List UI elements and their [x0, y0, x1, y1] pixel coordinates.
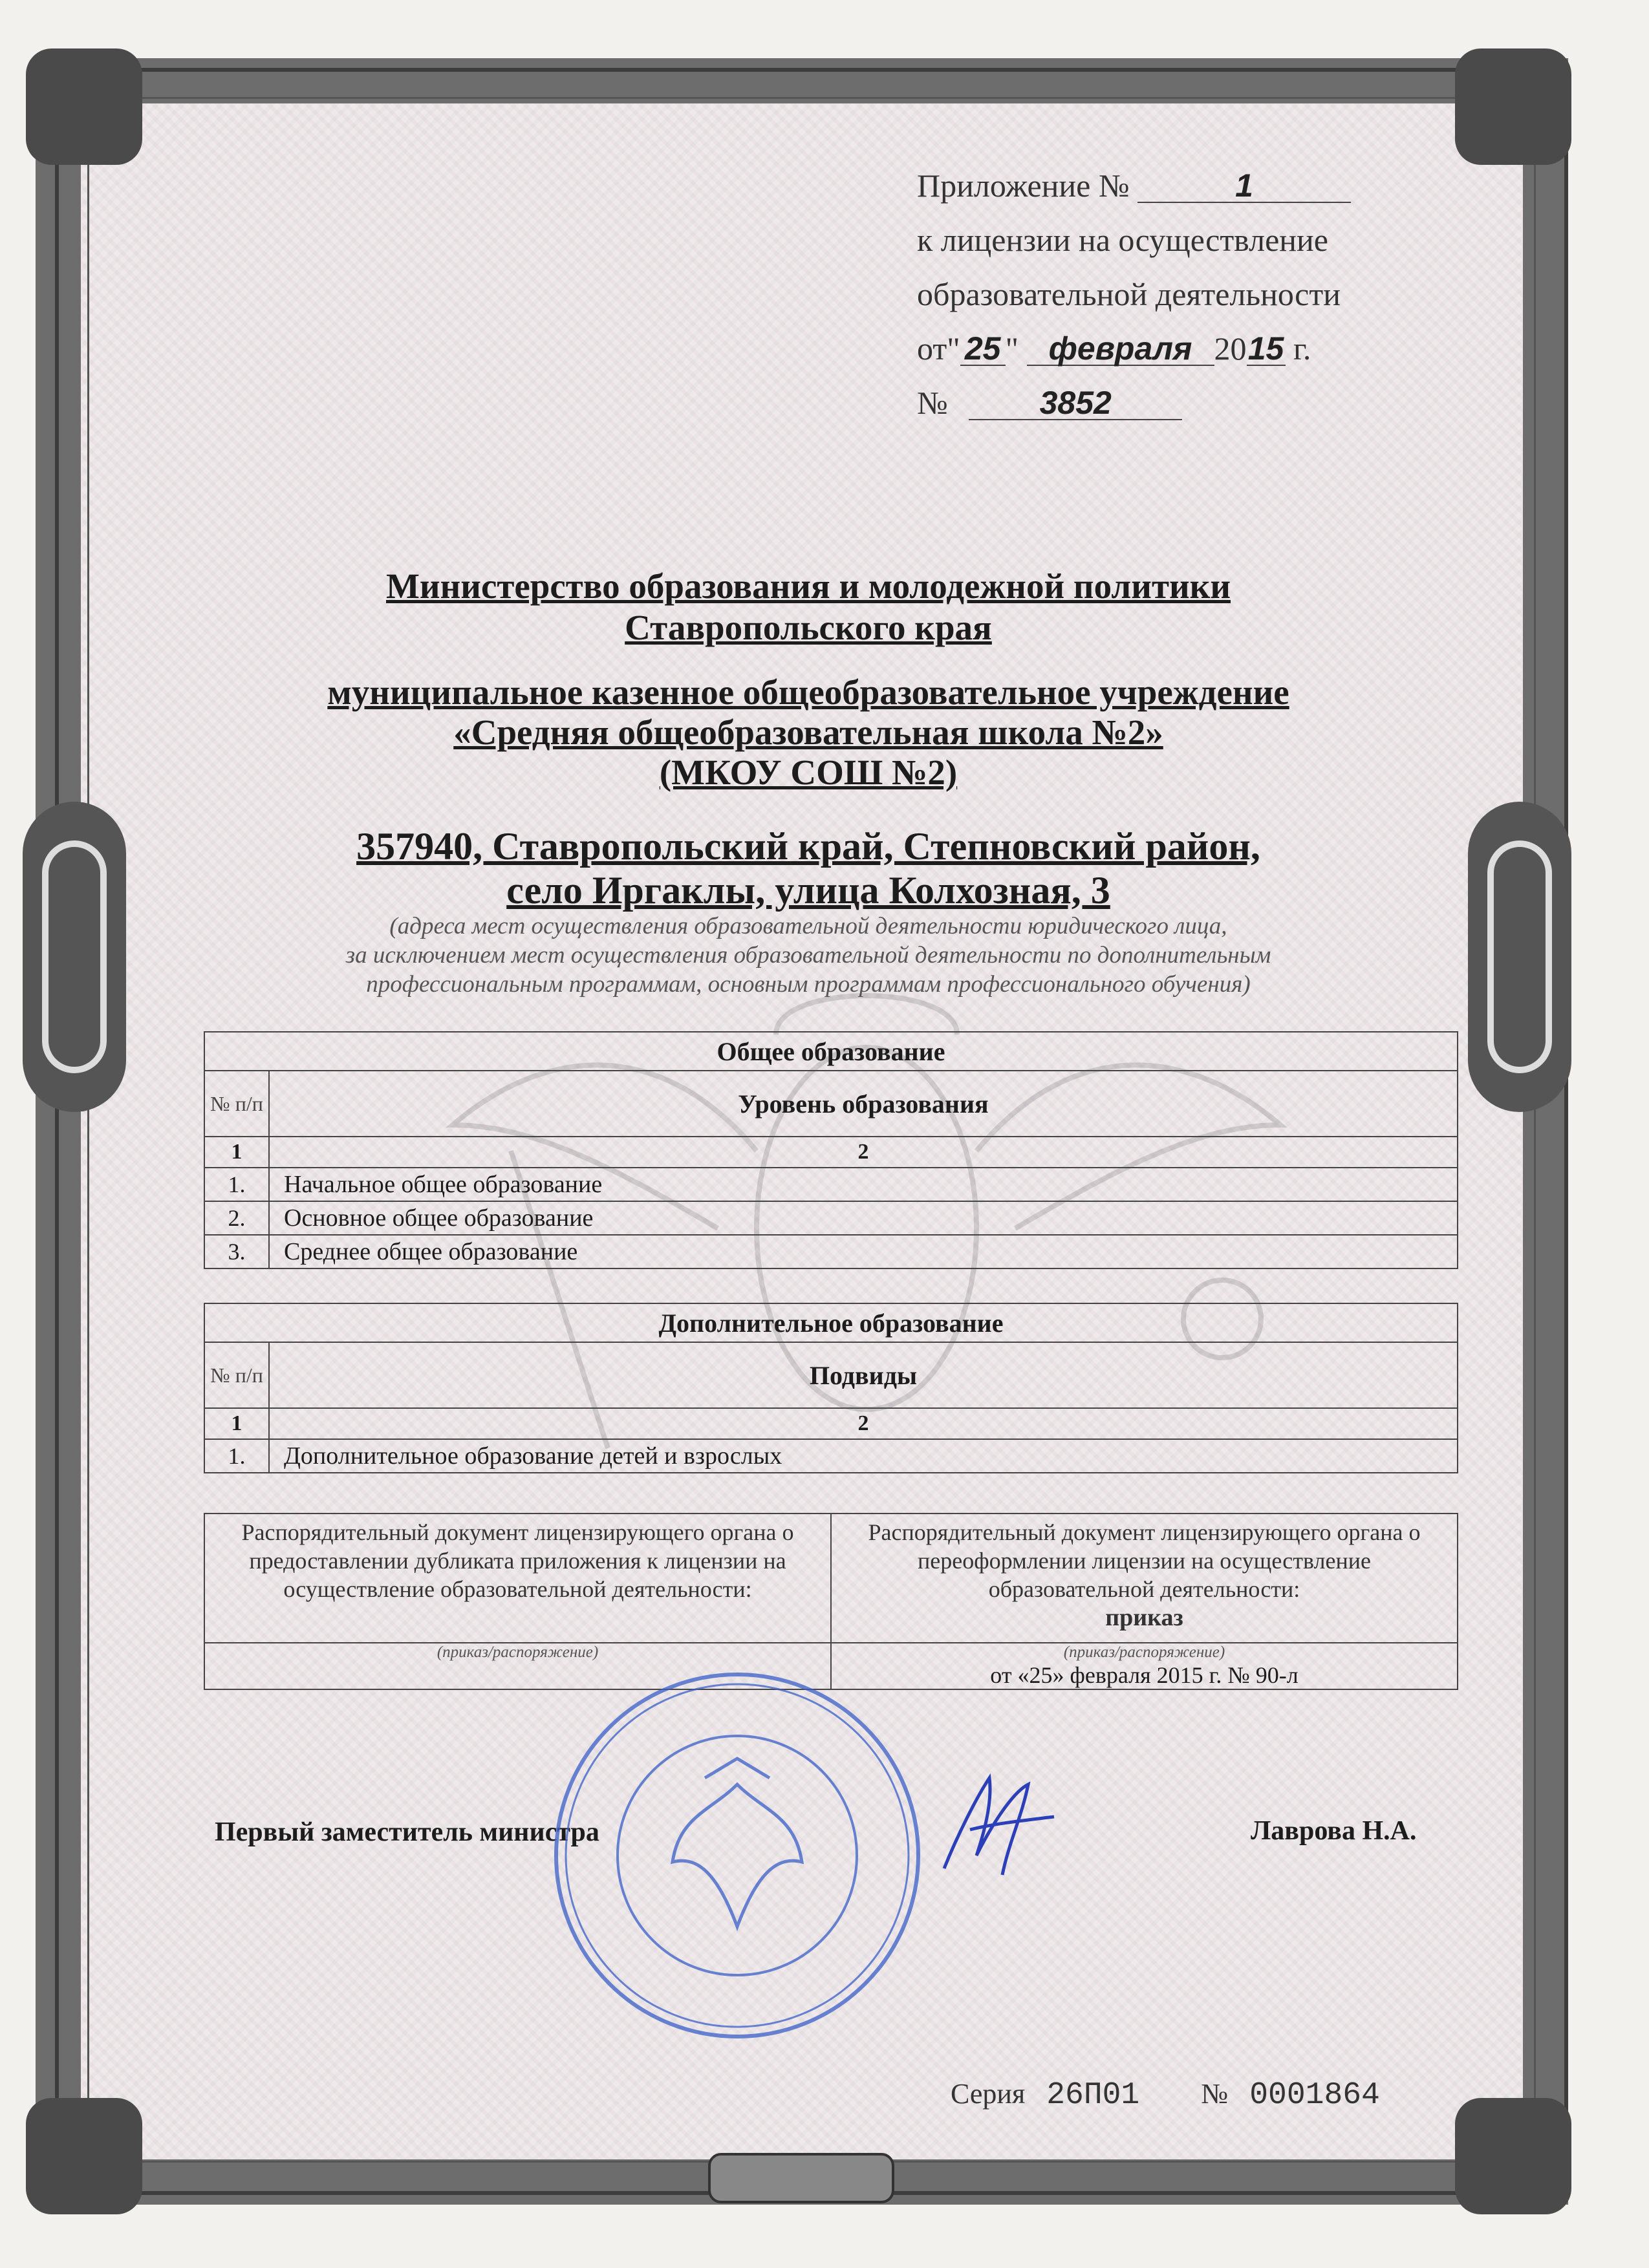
- organization-line-2: «Средняя общеобразовательная школа №2»: [453, 712, 1163, 752]
- corner-ornament-top-right: [1455, 48, 1571, 165]
- series-number-label: №: [1201, 2078, 1229, 2110]
- organization-heading: [194, 672, 1423, 793]
- license-number: 3852: [969, 387, 1182, 420]
- address-note-line-1: (адреса мест осуществления образовательной деятельности юридического лица,: [389, 913, 1227, 939]
- column-number-2: 2: [269, 1408, 1458, 1439]
- appendix-date-line: [917, 321, 1370, 376]
- date-day: 25: [960, 332, 1006, 366]
- appendix-number-line: [917, 158, 1370, 213]
- address-note: [246, 912, 1371, 999]
- duplicate-document-text: Распорядительный документ лицензирующего органа о предоставлении дубликата приложения к лицензии на осуществление образовательной деятельности:: [241, 1519, 794, 1602]
- column-number-1: 1: [204, 1408, 269, 1439]
- license-number-label: №: [917, 385, 948, 421]
- row-number: 1.: [204, 1439, 269, 1473]
- appendix-line-2: к лицензии на осуществление: [917, 222, 1328, 258]
- row-text: Основное общее образование: [269, 1201, 1458, 1235]
- table-row: [204, 1201, 1458, 1235]
- row-number: 1.: [204, 1168, 269, 1201]
- table-row: [204, 1168, 1458, 1201]
- side-ornament-left: [23, 802, 126, 1112]
- date-quote-open: ": [947, 330, 960, 367]
- side-ornament-right: [1468, 802, 1571, 1112]
- ministry-line-1: Министерство образования и молодежной политики: [385, 566, 1231, 606]
- reissue-caption: (приказ/распоряжение): [1063, 1643, 1225, 1661]
- organization-line-3: (МКОУ СОШ №2): [659, 753, 958, 792]
- table-row: [204, 1439, 1458, 1473]
- additional-education-title: Дополнительное образование: [204, 1303, 1458, 1342]
- official-seal: [550, 1668, 925, 2043]
- series-number: 0001864: [1249, 2078, 1380, 2113]
- date-prefix: от: [917, 330, 947, 367]
- appendix-header: [917, 158, 1370, 430]
- reissue-document-text: Распорядительный документ лицензирующего органа о переоформлении лицензии на осуществление образовательной деятельности:: [868, 1519, 1421, 1602]
- organization-line-1: муниципальное казенное общеобразовательное учреждение: [327, 672, 1289, 712]
- column-number-1: 1: [204, 1137, 269, 1168]
- signature: [931, 1759, 1061, 1881]
- signatory-name: Лаврова Н.А.: [1251, 1816, 1417, 1846]
- num-header: № п/п: [204, 1071, 269, 1137]
- address-heading: [194, 824, 1423, 912]
- address-line-2: село Иргаклы, улица Колхозная, 3: [506, 869, 1110, 912]
- year-unit: г.: [1293, 330, 1311, 367]
- address-note-line-2: за исключением мест осуществления образовательной деятельности по дополнительным: [345, 942, 1271, 968]
- ministry-line-2: Ставропольского края: [625, 608, 992, 647]
- address-line-1: 357940, Ставропольский край, Степновский район,: [356, 825, 1260, 868]
- admin-documents-table: [204, 1513, 1458, 1690]
- ministry-heading: [194, 566, 1423, 648]
- date-month: февраля: [1027, 332, 1214, 366]
- reissue-document-cell: [831, 1514, 1458, 1643]
- row-number: 2.: [204, 1201, 269, 1235]
- signatory-position: Первый заместитель министра: [215, 1817, 599, 1847]
- corner-ornament-bottom-left: [26, 2098, 142, 2214]
- duplicate-document-cell: [204, 1514, 831, 1643]
- series-code: 26П01: [1046, 2078, 1140, 2113]
- column-number-2: 2: [269, 1137, 1458, 1168]
- year-prefix: 20: [1214, 330, 1247, 367]
- row-text: Начальное общее образование: [269, 1168, 1458, 1201]
- reissue-caption-cell: [831, 1643, 1458, 1689]
- reissue-document-type: приказ: [1105, 1604, 1183, 1631]
- table-row: [204, 1235, 1458, 1268]
- subtype-header: Подвиды: [269, 1342, 1458, 1408]
- bottom-ornament: [708, 2153, 894, 2203]
- year-suffix: 15: [1247, 332, 1286, 366]
- appendix-number: 1: [1137, 169, 1351, 203]
- corner-ornament-bottom-right: [1455, 2098, 1571, 2214]
- address-note-line-3: профессиональным программам, основным программам профессионального обучения): [366, 971, 1251, 998]
- reissue-order-date: от «25» февраля 2015 г. № 90-л: [990, 1662, 1299, 1688]
- duplicate-caption: (приказ/распоряжение): [436, 1643, 599, 1661]
- appendix-line-3: образовательной деятельности: [917, 276, 1341, 312]
- additional-education-table: [204, 1303, 1458, 1473]
- row-text: Дополнительное образование детей и взрослых: [269, 1439, 1458, 1473]
- general-education-table: [204, 1031, 1458, 1269]
- general-education-title: Общее образование: [204, 1032, 1458, 1071]
- corner-ornament-top-left: [26, 48, 142, 165]
- form-series: [951, 2077, 1380, 2113]
- license-number-line: [917, 376, 1370, 430]
- row-number: 3.: [204, 1235, 269, 1268]
- date-quote-close: ": [1005, 330, 1019, 367]
- row-text: Среднее общее образование: [269, 1235, 1458, 1268]
- appendix-label: Приложение №: [917, 167, 1130, 204]
- level-header: Уровень образования: [269, 1071, 1458, 1137]
- num-header: № п/п: [204, 1342, 269, 1408]
- series-label: Серия: [951, 2078, 1026, 2110]
